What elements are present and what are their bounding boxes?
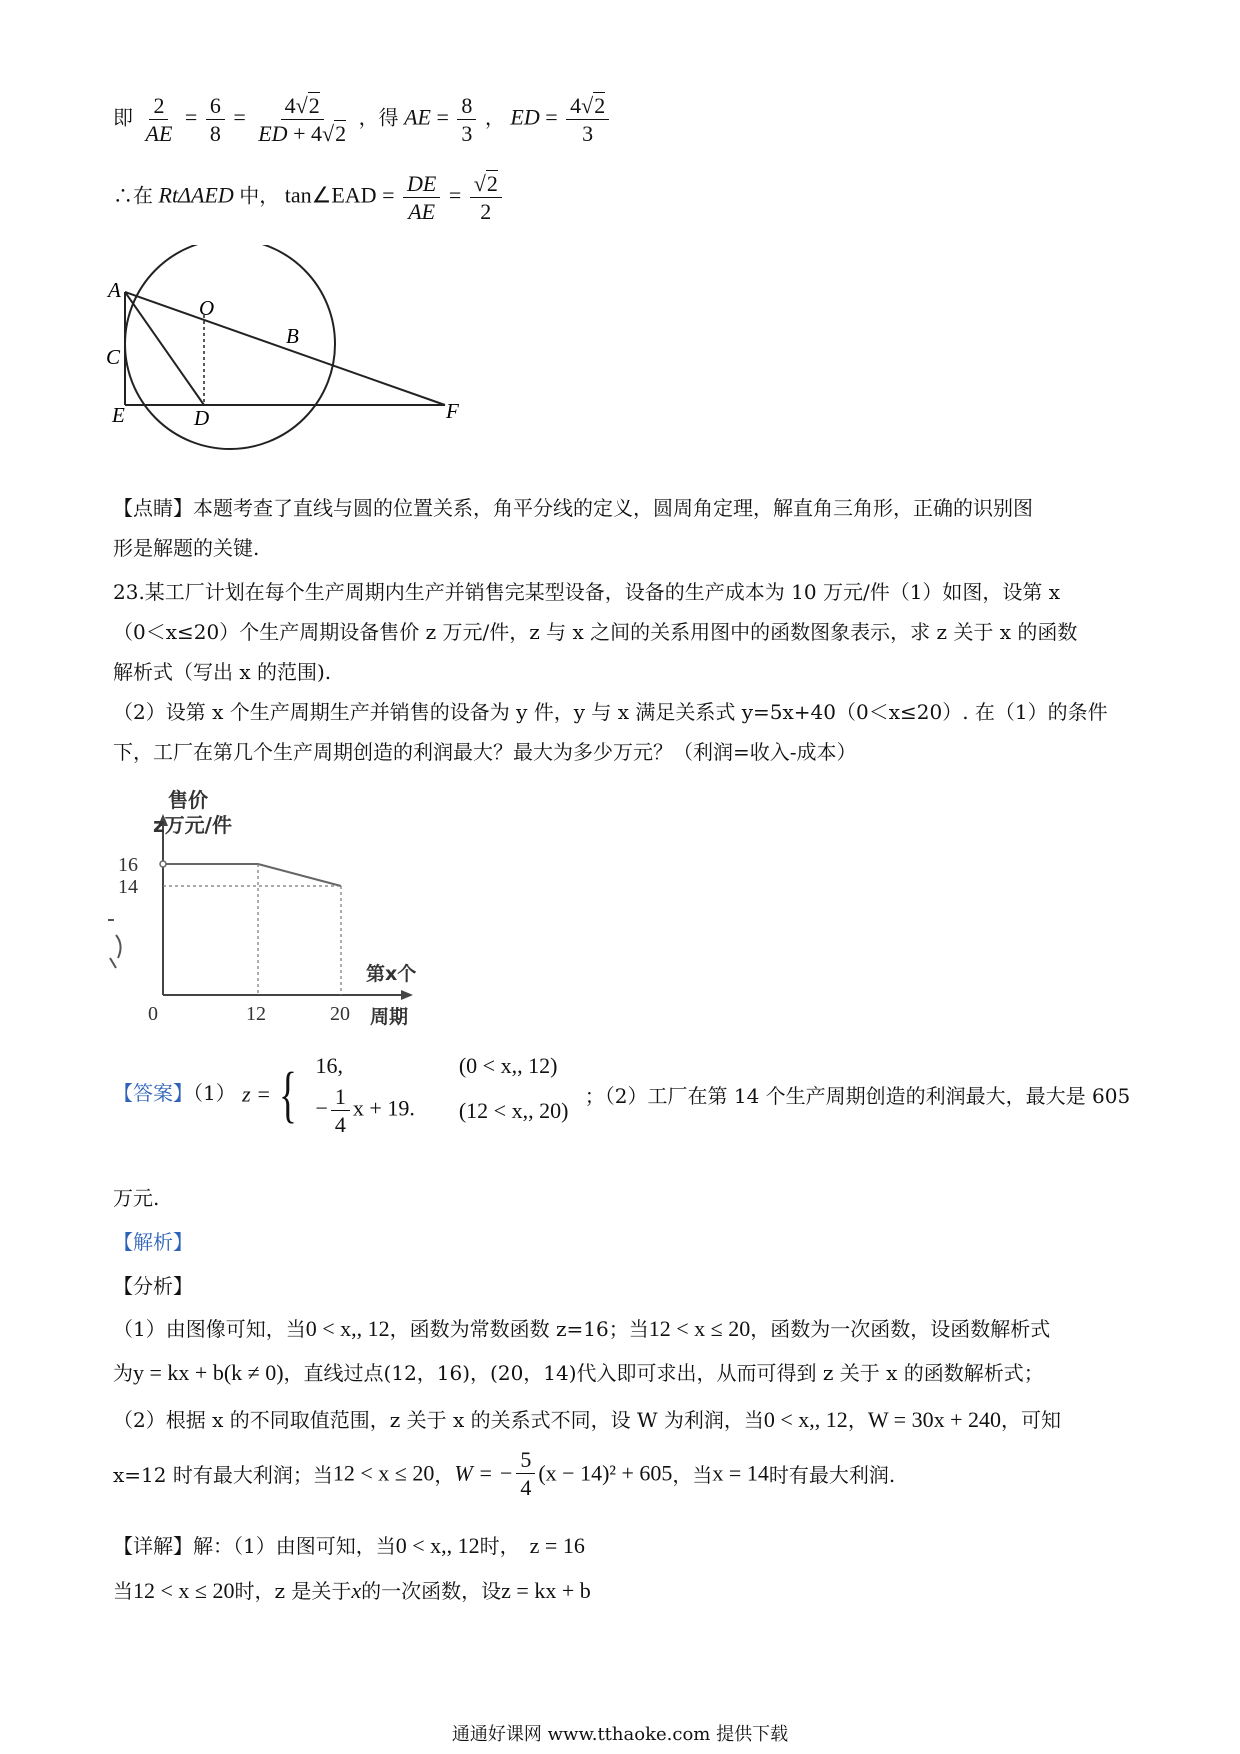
equation-line-2: ∴在 RtΔAED 中， tan∠EAD = $\frac{DE}{AE}$ = $\frac{√2}{2}$	[113, 172, 505, 223]
answer-part-2: ；（2）工厂在第 14 个生产周期创造的利润最大，最大是 605	[584, 1084, 1131, 1109]
radicand: 2	[594, 93, 606, 118]
therefore-text: ∴在	[113, 183, 153, 208]
xiangjie-line-1	[113, 1530, 585, 1559]
label-c: C	[106, 345, 121, 369]
fraction-5-over-4	[516, 1448, 535, 1499]
numerator: 1	[331, 1085, 350, 1111]
denominator: AE	[408, 199, 436, 225]
fraction-de-over-ae	[403, 172, 440, 223]
math-expression: z = 16	[529, 1533, 585, 1558]
fraction-8-over-3	[457, 94, 476, 145]
denominator: 3	[582, 121, 594, 147]
text: ，函数为常数函数 z=16；当	[389, 1317, 649, 1341]
numerator: 4√2	[281, 94, 324, 120]
jiexi-heading: 【解析】	[113, 1230, 193, 1254]
numerator: 4√2	[566, 94, 609, 120]
label-a: A	[108, 278, 121, 302]
dianjing-heading: 【点睛】	[113, 496, 193, 520]
price-graph	[108, 780, 438, 1040]
coef: 4	[570, 93, 582, 118]
y-label-1: 售价	[168, 788, 208, 812]
xiangjie-line-2	[113, 1575, 591, 1604]
z-equals: z =	[242, 1081, 272, 1107]
text: ，函数为一次函数，设函数解析式	[750, 1317, 1051, 1341]
radicand: 2	[335, 121, 347, 147]
prefix-text: 即	[113, 105, 133, 130]
dianjing-text-1: 本题考查了直线与圆的位置关系，角平分线的定义，圆周角定理，解直角三角形，正确的识别图	[193, 496, 1033, 520]
denominator: AE	[145, 121, 173, 147]
y-tick-14: 14	[118, 876, 138, 898]
answer-part-1: （1）	[193, 1081, 236, 1106]
radicand: 2	[486, 171, 498, 196]
denominator: 4	[520, 1475, 532, 1501]
ae-symbol: AE	[404, 104, 431, 130]
fenxi-line-2	[113, 1357, 1044, 1386]
fenxi-line-1	[113, 1313, 1050, 1342]
case-1-range: (0 < x,, 12)	[458, 1053, 558, 1078]
text: ，	[434, 1463, 455, 1488]
answer-block	[113, 1050, 1133, 1139]
math-range: 0 < x,, 12	[305, 1316, 390, 1341]
text: x=12 时有最大利润；当	[113, 1463, 333, 1488]
math-expression: W = −	[454, 1460, 514, 1486]
x-tick-12: 12	[246, 1003, 266, 1025]
x-label-1: 第x个	[366, 963, 417, 985]
math-expression: y = kx + b(k ≠ 0)	[133, 1360, 284, 1385]
middle-text: 中，	[239, 183, 280, 208]
coef: 4	[284, 93, 296, 118]
equation-line-1	[113, 94, 612, 145]
math-range: 12 < x ≤ 20	[648, 1316, 751, 1341]
text: 时，z 是关于	[234, 1579, 352, 1603]
denominator: 3	[461, 121, 473, 147]
x-label-2: 周期	[370, 1006, 409, 1028]
case-2-expression	[306, 1082, 425, 1139]
fraction-1-over-4	[331, 1085, 350, 1136]
q23-line-3: 解析式（写出 x 的范围).	[113, 660, 332, 684]
case-row-2	[306, 1082, 579, 1139]
math-range: 0 < x,, 12	[763, 1407, 848, 1432]
x-tick-20: 20	[330, 1003, 350, 1025]
y-label-2: z万元/件	[153, 813, 232, 837]
footer-text: 通通好课网 www.tthaoke.com 提供下载	[451, 1724, 789, 1745]
minus-sign: −	[315, 1095, 328, 1121]
q23-line-2: （0＜x≤20）个生产周期设备售价 z 万元/件，z 与 x 之间的关系用图中的函数图象表示，求 z 关于 x 的函数	[113, 620, 1078, 644]
text: 时有最大利润.	[768, 1463, 896, 1488]
triangle-name: RtΔAED	[158, 182, 234, 208]
denominator: ED + 4√2	[258, 121, 347, 147]
q23-line-5: 下，工厂在第几个生产周期创造的利润最大？最大为多少万元？（利润=收入-成本）	[113, 740, 857, 764]
left-brace: {	[279, 1060, 298, 1129]
connector-text: ，得	[358, 105, 399, 130]
xiangjie-heading: 【详解】	[113, 1534, 193, 1558]
text: （1）由图像可知，当	[113, 1317, 306, 1341]
dianjing-text-2: 形是解题的关键.	[113, 536, 260, 560]
math-range: 0 < x,, 12	[395, 1533, 480, 1558]
math-symbol: x	[351, 1578, 362, 1603]
text: （2）根据 x 的不同取值范围，z 关于 x 的关系式不同，设 W 为利润，当	[113, 1408, 764, 1432]
math-range: 12 < x ≤ 20	[133, 1578, 235, 1603]
fraction-2-over-ae	[142, 94, 177, 145]
denominator: 2	[480, 199, 492, 225]
numerator: 8	[457, 94, 476, 120]
equals-sign: =	[184, 104, 198, 130]
ed-symbol: ED	[510, 104, 540, 130]
numerator: 2	[149, 94, 168, 120]
text: 解：（1）由图可知，当	[193, 1534, 396, 1558]
answer-heading: 【答案】	[113, 1081, 193, 1106]
fraction-ed-value	[566, 94, 609, 145]
equals-sign: =	[233, 104, 246, 130]
case-row-1	[306, 1050, 579, 1082]
text: ，可知	[1001, 1408, 1061, 1432]
fenxi-line-4	[113, 1448, 895, 1499]
geometry-figure	[100, 245, 530, 485]
math-expression: x = 14	[712, 1460, 769, 1486]
question-23	[113, 572, 1123, 772]
equals-sign: =	[436, 104, 449, 130]
text: 当	[113, 1579, 133, 1603]
text: ，当	[672, 1463, 713, 1488]
y-tick-16: 16	[118, 854, 138, 876]
q23-line-4: （2）设第 x 个生产周期生产并销售的设备为 y 件，y 与 x 满足关系式 y=5x+40（0＜x≤20）. 在（1）的条件	[113, 700, 1108, 724]
fraction-root2-over-2	[470, 172, 502, 223]
case-1-expression: 16,	[315, 1053, 343, 1078]
piecewise-cases	[306, 1050, 579, 1139]
numerator: 5	[516, 1448, 535, 1474]
tan-expression: tan∠EAD	[284, 182, 377, 208]
numerator: 6	[206, 94, 225, 120]
label-f: F	[446, 399, 459, 423]
denominator: 8	[209, 121, 221, 147]
dianjing-paragraph	[113, 488, 1123, 568]
numerator: √2	[470, 172, 502, 198]
fraction-4root2-over-ed	[254, 94, 350, 145]
plus-term: + 4	[287, 121, 322, 147]
x-tick-0: 0	[148, 1003, 158, 1025]
text: 时，	[479, 1534, 520, 1558]
text: ，	[847, 1408, 868, 1432]
label-d: D	[194, 406, 210, 430]
label-e: E	[112, 403, 125, 427]
ed-symbol: ED	[258, 121, 288, 147]
radicand: 2	[308, 93, 320, 118]
denominator: 4	[334, 1112, 346, 1138]
fraction-6-over-8	[206, 94, 225, 145]
text: 为	[113, 1361, 133, 1385]
label-o: O	[199, 296, 215, 320]
math-expression: z = kx + b	[501, 1578, 591, 1603]
case-2-range: (12 < x,, 20)	[458, 1097, 569, 1123]
numerator: DE	[403, 172, 440, 198]
label-b: B	[286, 324, 299, 348]
equals-sign: =	[545, 104, 558, 130]
answer-tail: 万元.	[113, 1186, 160, 1210]
text: 的一次函数，设	[361, 1579, 502, 1603]
comma: ，	[484, 105, 505, 130]
fenxi-line-3	[113, 1404, 1061, 1433]
fenxi-heading: 【分析】	[113, 1274, 193, 1298]
math-expression: W = 30x + 240	[867, 1407, 1001, 1432]
math-range: 12 < x ≤ 20	[332, 1460, 435, 1486]
q23-line-1: 23.某工厂计划在每个生产周期内生产并销售完某型设备，设备的生产成本为 10 万元/件（1）如图，设第 x	[113, 580, 1061, 604]
text: ，直线过点(12，16)，(20，14)代入即可求出，从而可得到 z 关于 x 的函数解析式；	[283, 1361, 1044, 1385]
math-expression: (x − 14)² + 605	[538, 1460, 673, 1486]
case-2-rest: x + 19.	[352, 1095, 415, 1121]
